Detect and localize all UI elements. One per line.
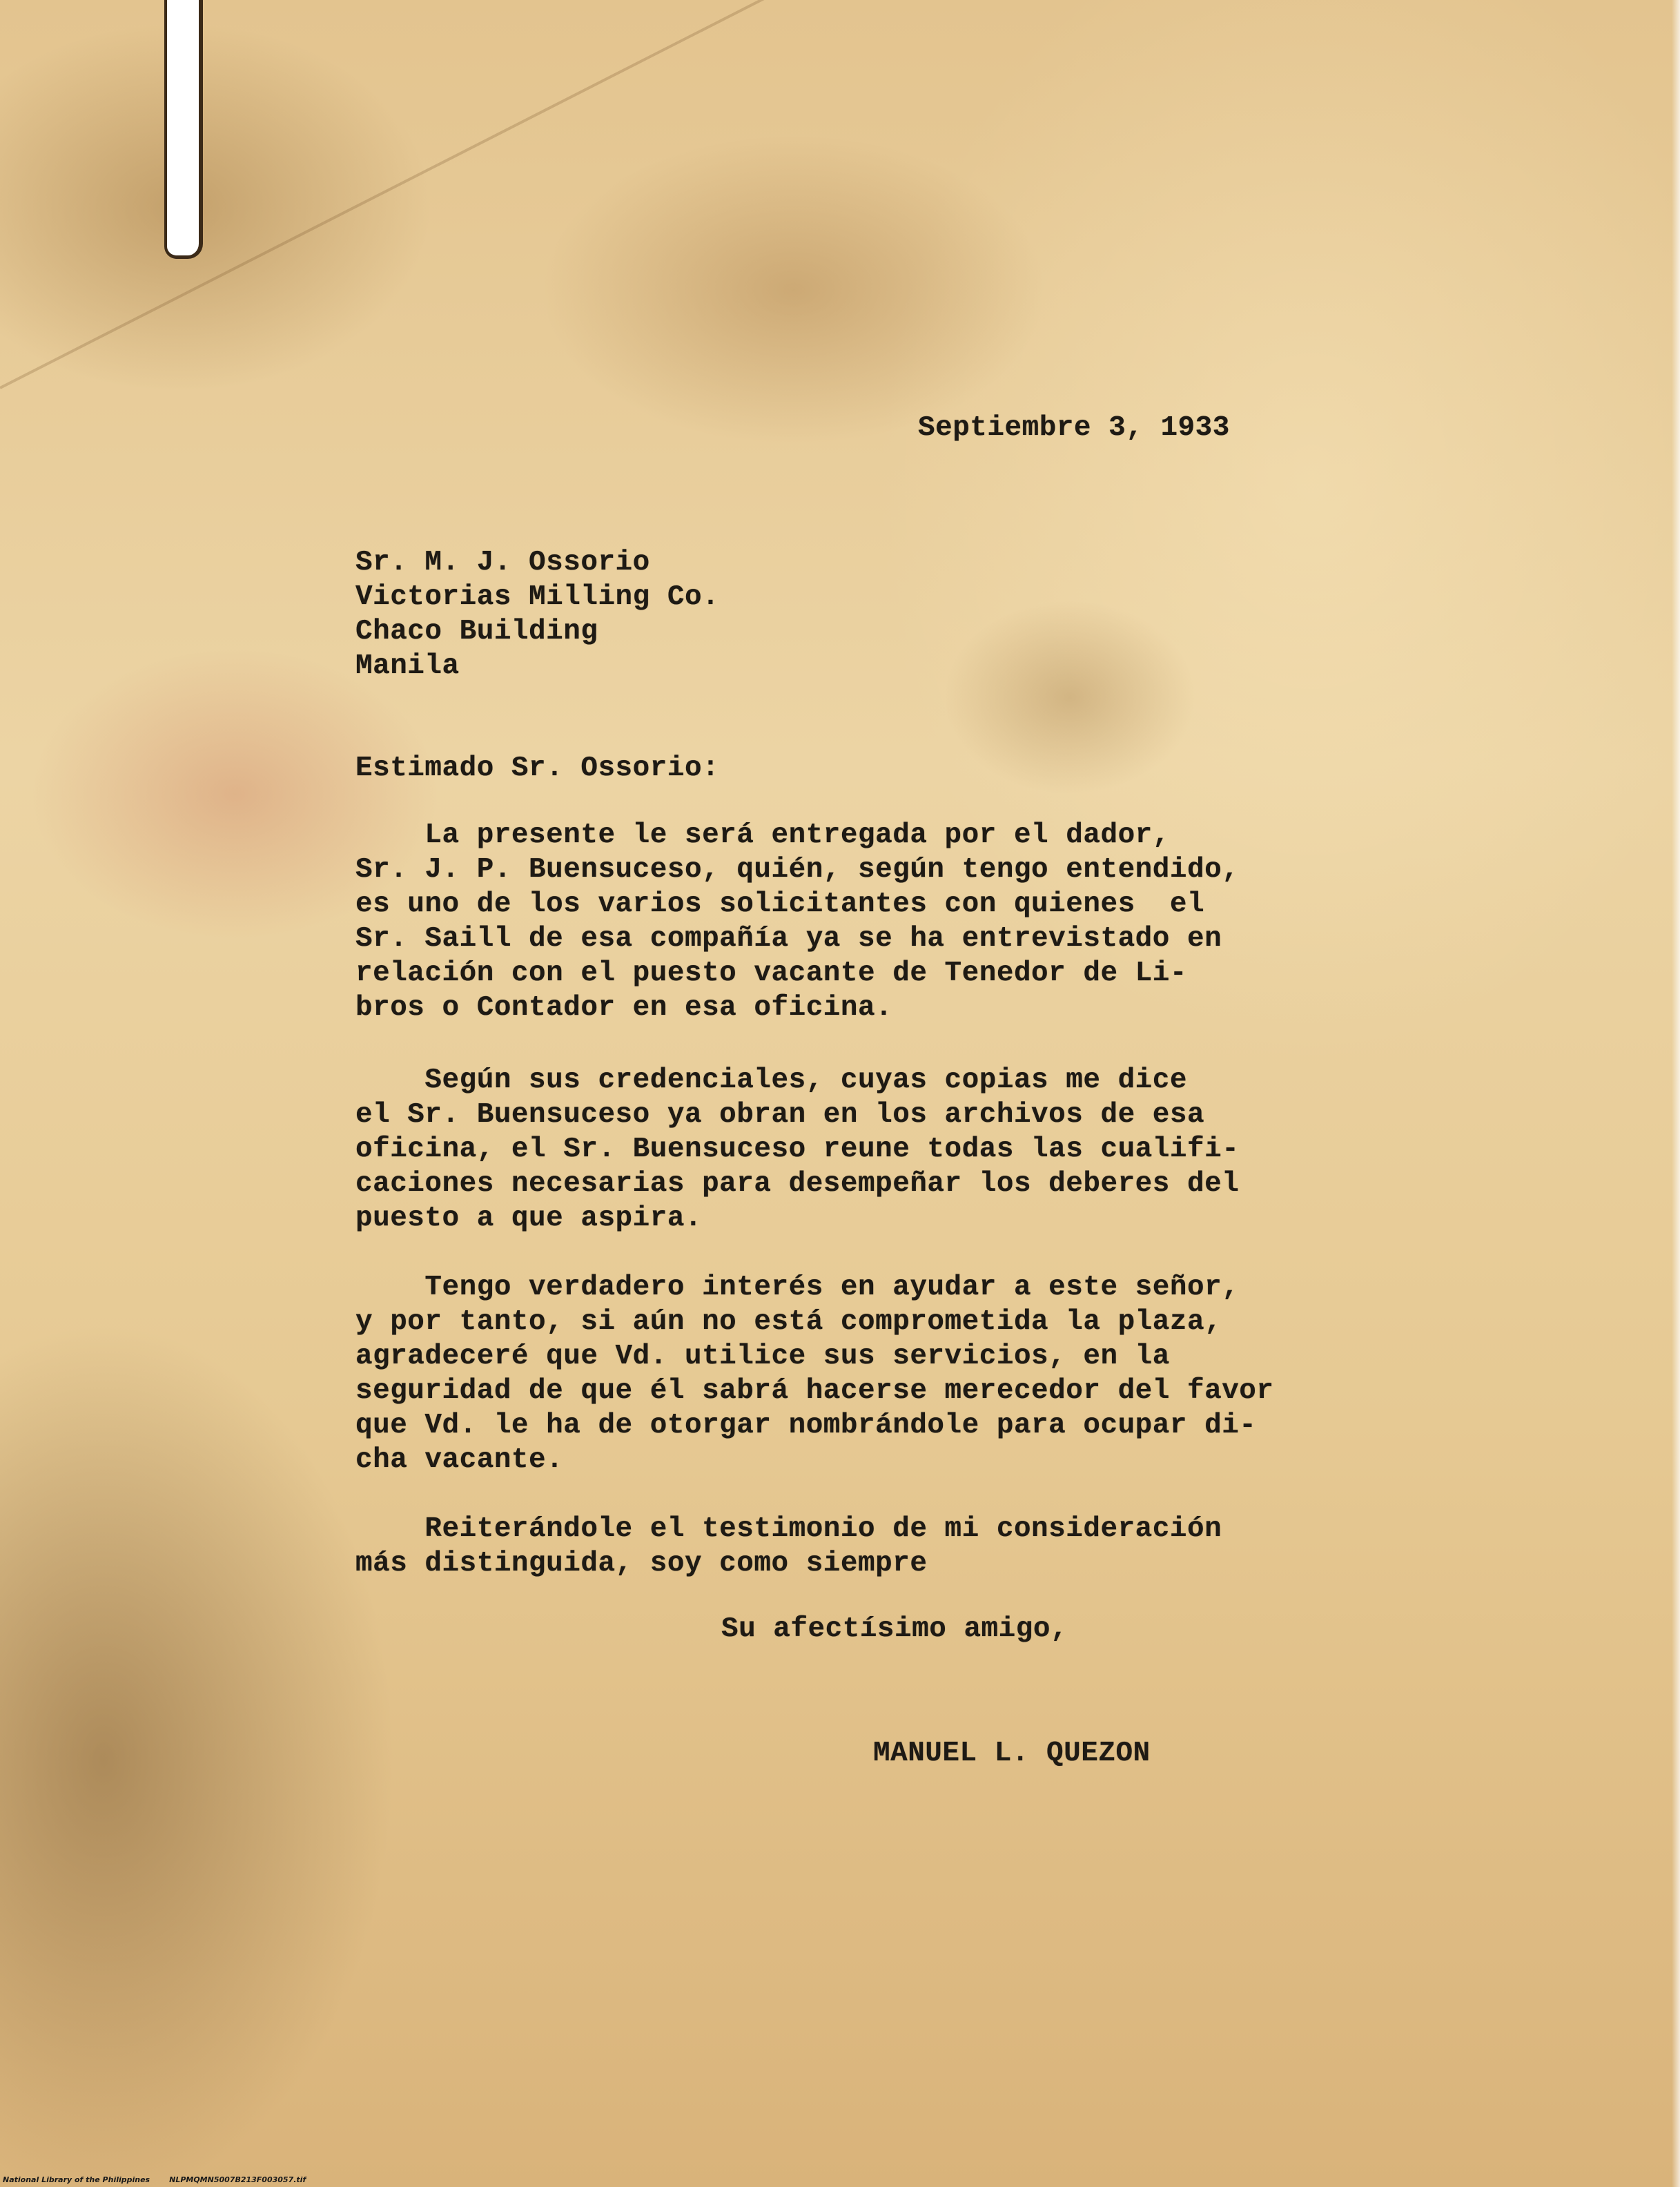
signer-name: MANUEL L. QUEZON — [873, 1738, 1151, 1769]
paragraph-line: es uno de los varios solicitantes con quienes el — [355, 888, 1205, 920]
paragraph-line: relación con el puesto vacante de Tenedor de Li- — [355, 958, 1187, 989]
paper-fold-crease — [0, 0, 770, 389]
paragraph-line: puesto a que aspira. — [355, 1203, 703, 1234]
paragraph-4 — [355, 1512, 1222, 1581]
paragraph-line: que Vd. le ha de otorgar nombrándole para ocupar di- — [355, 1410, 1257, 1441]
paragraph-line: La presente le será entregada por el dador, — [355, 819, 1170, 851]
footer-institution: National Library of the Philippines — [3, 2175, 150, 2184]
address-line: Sr. M. J. Ossorio — [355, 547, 650, 579]
recipient-address — [355, 545, 719, 683]
paragraph-2 — [355, 1063, 1239, 1236]
paragraph-line: y por tanto, si aún no está comprometida la plaza, — [355, 1306, 1222, 1338]
paragraph-line: oficina, el Sr. Buensuceso reune todas las cualifi- — [355, 1134, 1240, 1165]
address-line: Chaco Building — [355, 616, 598, 648]
torn-edge — [164, 0, 203, 259]
paragraph-1 — [355, 818, 1239, 1025]
address-line: Manila — [355, 650, 460, 682]
paragraph-line: Según sus credenciales, cuyas copias me dice — [355, 1065, 1187, 1096]
paper-edge — [1672, 0, 1680, 2187]
paragraph-line: Sr. Saill de esa compañía ya se ha entrevistado en — [355, 923, 1222, 955]
paragraph-line: más distinguida, soy como siempre — [355, 1548, 928, 1580]
greeting: Estimado Sr. Ossorio: — [355, 752, 720, 784]
address-line: Victorias Milling Co. — [355, 581, 720, 613]
paragraph-line: Sr. J. P. Buensuceso, quién, según tengo entendido, — [355, 854, 1240, 886]
paragraph-line: Tengo verdadero interés en ayudar a este señor, — [355, 1272, 1240, 1303]
paragraph-line: el Sr. Buensuceso ya obran en los archivos de esa — [355, 1099, 1205, 1131]
paragraph-line: cha vacante. — [355, 1444, 564, 1476]
letter-date: Septiembre 3, 1933 — [918, 412, 1230, 444]
paragraph-line: bros o Contador en esa oficina. — [355, 992, 893, 1024]
footer-file-id: NLPMQMN5007B213F003057.tif — [169, 2175, 306, 2184]
archive-footer — [3, 2175, 325, 2184]
paragraph-line: caciones necesarias para desempeñar los deberes del — [355, 1168, 1240, 1200]
paragraph-line: seguridad de que él sabrá hacerse merecedor del favor — [355, 1375, 1274, 1407]
paragraph-line: Reiterándole el testimonio de mi consideración — [355, 1513, 1222, 1545]
paragraph-3 — [355, 1270, 1274, 1477]
paragraph-line: agradeceré que Vd. utilice sus servicios, en la — [355, 1341, 1170, 1372]
closing: Su afectísimo amigo, — [721, 1613, 1068, 1645]
